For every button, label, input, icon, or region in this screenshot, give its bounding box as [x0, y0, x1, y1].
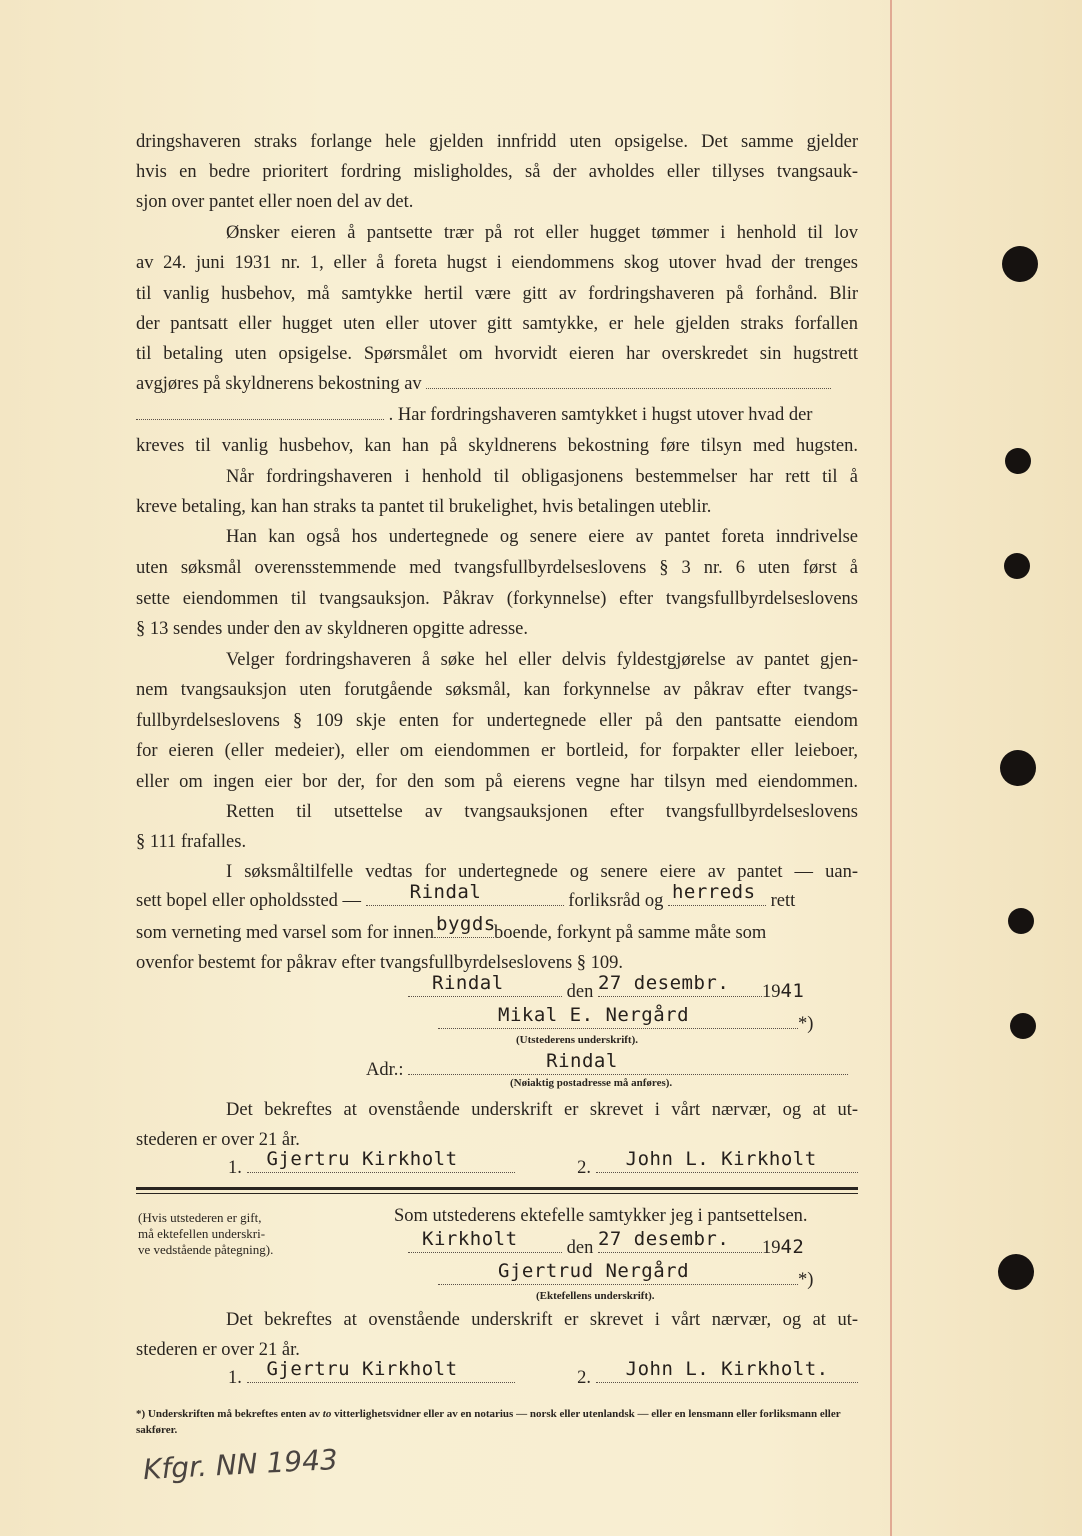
body-line: eller om ingen eier bor der, for den som på eierens vegne har tilsyn med eiendommen.	[136, 772, 858, 792]
red-margin-line	[890, 0, 892, 1536]
punch-hole-icon	[1002, 246, 1038, 282]
punch-hole-icon	[1004, 553, 1030, 579]
separator-rule	[136, 1193, 858, 1194]
body-line: Når fordringshaveren i henhold til obligasjonens bestemmelser har rett til å	[226, 467, 858, 487]
body-line: kreve betaling, kan han straks ta pantet til brukelighet, hvis betalingen uteblir.	[136, 497, 712, 517]
address-field: Rindal	[408, 1056, 848, 1075]
punch-hole-icon	[1005, 448, 1031, 474]
body-line: dringshaveren straks forlange hele gjelden innfridd uten opsigelse. Det samme gjelder	[136, 132, 858, 152]
body-line: Velger fordringshaveren å søke hel eller delvis fyldestgjørelse av pantet gjen-	[226, 650, 858, 670]
body-line: ovenfor bestemt for påkrav efter tvangsfullbyrdelseslovens § 109.	[136, 953, 624, 973]
forliksrad-field: Rindal	[366, 887, 564, 906]
body-line: I søksmåltilfelle vedtas for undertegnede og senere eiere av pantet — uan-	[226, 862, 858, 882]
witness-text: Det bekreftes at ovenstående underskrift er skrevet i vårt nærvær, og at ut-	[226, 1310, 858, 1330]
witness-text: stederen er over 21 år.	[136, 1340, 300, 1360]
witness-line-2: 1. Gjertru Kirkholt 2. John L. Kirkholt.	[228, 1364, 858, 1389]
date-field: 27 desembr.	[598, 978, 762, 997]
signature-caption: (Utstederens underskrift).	[516, 1034, 639, 1046]
address-line: Adr.: Rindal	[366, 1056, 848, 1081]
body-text: . Har fordringshaveren samtykket i hugst utover hvad der	[388, 405, 813, 425]
separator-rule	[136, 1187, 858, 1190]
body-line: kreves til vanlig husbehov, kan han på skyldnerens bekostning føre tilsyn med hugsten.	[136, 436, 858, 456]
body-line: fullbyrdelseslovens § 109 skje enten for undertegnede eller på den pantsatte eiendom	[136, 711, 858, 731]
witness-text: Det bekreftes at ovenstående underskrift er skrevet i vårt nærvær, og at ut-	[226, 1100, 858, 1120]
pencil-annotation: Kfgr. NN 1943	[142, 1442, 339, 1487]
body-line: Ønsker eieren å pantsette trær på rot eller hugget tømmer i henhold til lov	[226, 223, 858, 243]
body-text: avgjøres på skyldnerens bekostning av	[136, 374, 422, 394]
signature-field: Mikal E. Nergård	[438, 1010, 798, 1029]
blank-line	[136, 401, 384, 420]
court-field: herreds	[668, 887, 766, 906]
date-field: 27 desembr.	[598, 1234, 762, 1253]
place-field: Rindal	[408, 978, 562, 997]
spouse-signature-caption: (Ektefellens underskrift).	[536, 1290, 655, 1302]
body-line: Han kan også hos undertegnede og senere eiere av pantet foreta inndrivelse	[226, 527, 858, 547]
body-line	[136, 369, 858, 399]
body-line	[136, 400, 858, 430]
body-line: uten søksmål overensstemmende med tvangsfullbyrdelseslovens § 3 nr. 6 uten først å	[136, 558, 858, 578]
punch-hole-icon	[1008, 908, 1034, 934]
body-line: for eieren (eller medeier), eller om eiendommen er bortleid, for forpakter eller leieboer,	[136, 741, 858, 761]
witness-field: Gjertru Kirkholt	[247, 1364, 515, 1383]
spouse-consent: Som utstederens ektefelle samtykker jeg i pantsettelsen.	[394, 1206, 808, 1226]
bygds-field: bygds	[434, 919, 494, 938]
signing-place-date: Rindal den 27 desembr. 1941	[408, 978, 804, 1003]
issuer-signature-line: Mikal E. Nergård *)	[438, 1010, 813, 1035]
punch-hole-icon	[1010, 1013, 1036, 1039]
body-line: til vanlig husbehov, må samtykke hertil være gitt av fordringshaveren på forhånd. Blir	[136, 284, 858, 304]
body-line: § 111 frafalles.	[136, 832, 247, 852]
punch-hole-icon	[998, 1254, 1034, 1290]
body-line: der pantsatt eller hugget uten eller utover gitt samtykke, er hele gjelden straks forfallen	[136, 314, 858, 334]
witness-field: John L. Kirkholt	[596, 1154, 858, 1173]
place-field: Kirkholt	[408, 1234, 562, 1253]
spouse-sidenote: (Hvis utstederen er gift, må ektefellen underskri- ve vedstående påtegning).	[138, 1210, 274, 1257]
witness-field: Gjertru Kirkholt	[247, 1154, 515, 1173]
witness-line-1: 1. Gjertru Kirkholt 2. John L. Kirkholt	[228, 1154, 858, 1179]
body-line: Retten til utsettelse av tvangsauksjonen efter tvangsfullbyrdelseslovens	[226, 802, 858, 822]
signature-field: Gjertrud Nergård	[438, 1266, 798, 1285]
witness-field: John L. Kirkholt.	[596, 1364, 858, 1383]
spouse-place-date: Kirkholt den 27 desembr. 1942	[408, 1234, 804, 1259]
punch-hole-icon	[1000, 750, 1036, 786]
venue-line-2: som verneting med varsel som for innen bygds boende, forkynt på samme måte som	[136, 913, 767, 943]
body-line: § 13 sendes under den av skyldneren opgitte adresse.	[136, 619, 528, 639]
body-line: sjon over pantet eller noen del av det.	[136, 192, 414, 212]
body-line: sette eiendommen til tvangsauksjon. Påkrav (forkynnelse) efter tvangsfullbyrdelseslovens	[136, 589, 858, 609]
body-line: av 24. juni 1931 nr. 1, eller å foreta hugst i eiendommens skog utover hvad der trenges	[136, 253, 858, 273]
blank-line	[426, 370, 831, 389]
witness-text: stederen er over 21 år.	[136, 1130, 300, 1150]
footnote: *) Underskriften må bekreftes enten av to vitterlighetsvidner eller av en notarius — norsk eller utenlandsk — eller en lensmann eller forliksmann eller sakfører.	[136, 1408, 841, 1436]
body-line: til betaling uten opsigelse. Spørsmålet om hvorvidt eieren har overskredet sin hugstrett	[136, 344, 858, 364]
spouse-signature-line: Gjertrud Nergård *)	[438, 1266, 813, 1291]
body-line: nem tvangsauksjon uten forutgående søksmål, kan forkynnelse av påkrav efter tvangs-	[136, 680, 858, 700]
address-caption: (Nøiaktig postadresse må anføres).	[510, 1077, 673, 1089]
venue-line: sett bopel eller opholdssted — Rindal forliksråd og herreds rett	[136, 881, 796, 911]
body-line: hvis en bedre prioritert fordring misligholdes, så der avholdes eller tillyses tvangsauk-	[136, 162, 858, 182]
